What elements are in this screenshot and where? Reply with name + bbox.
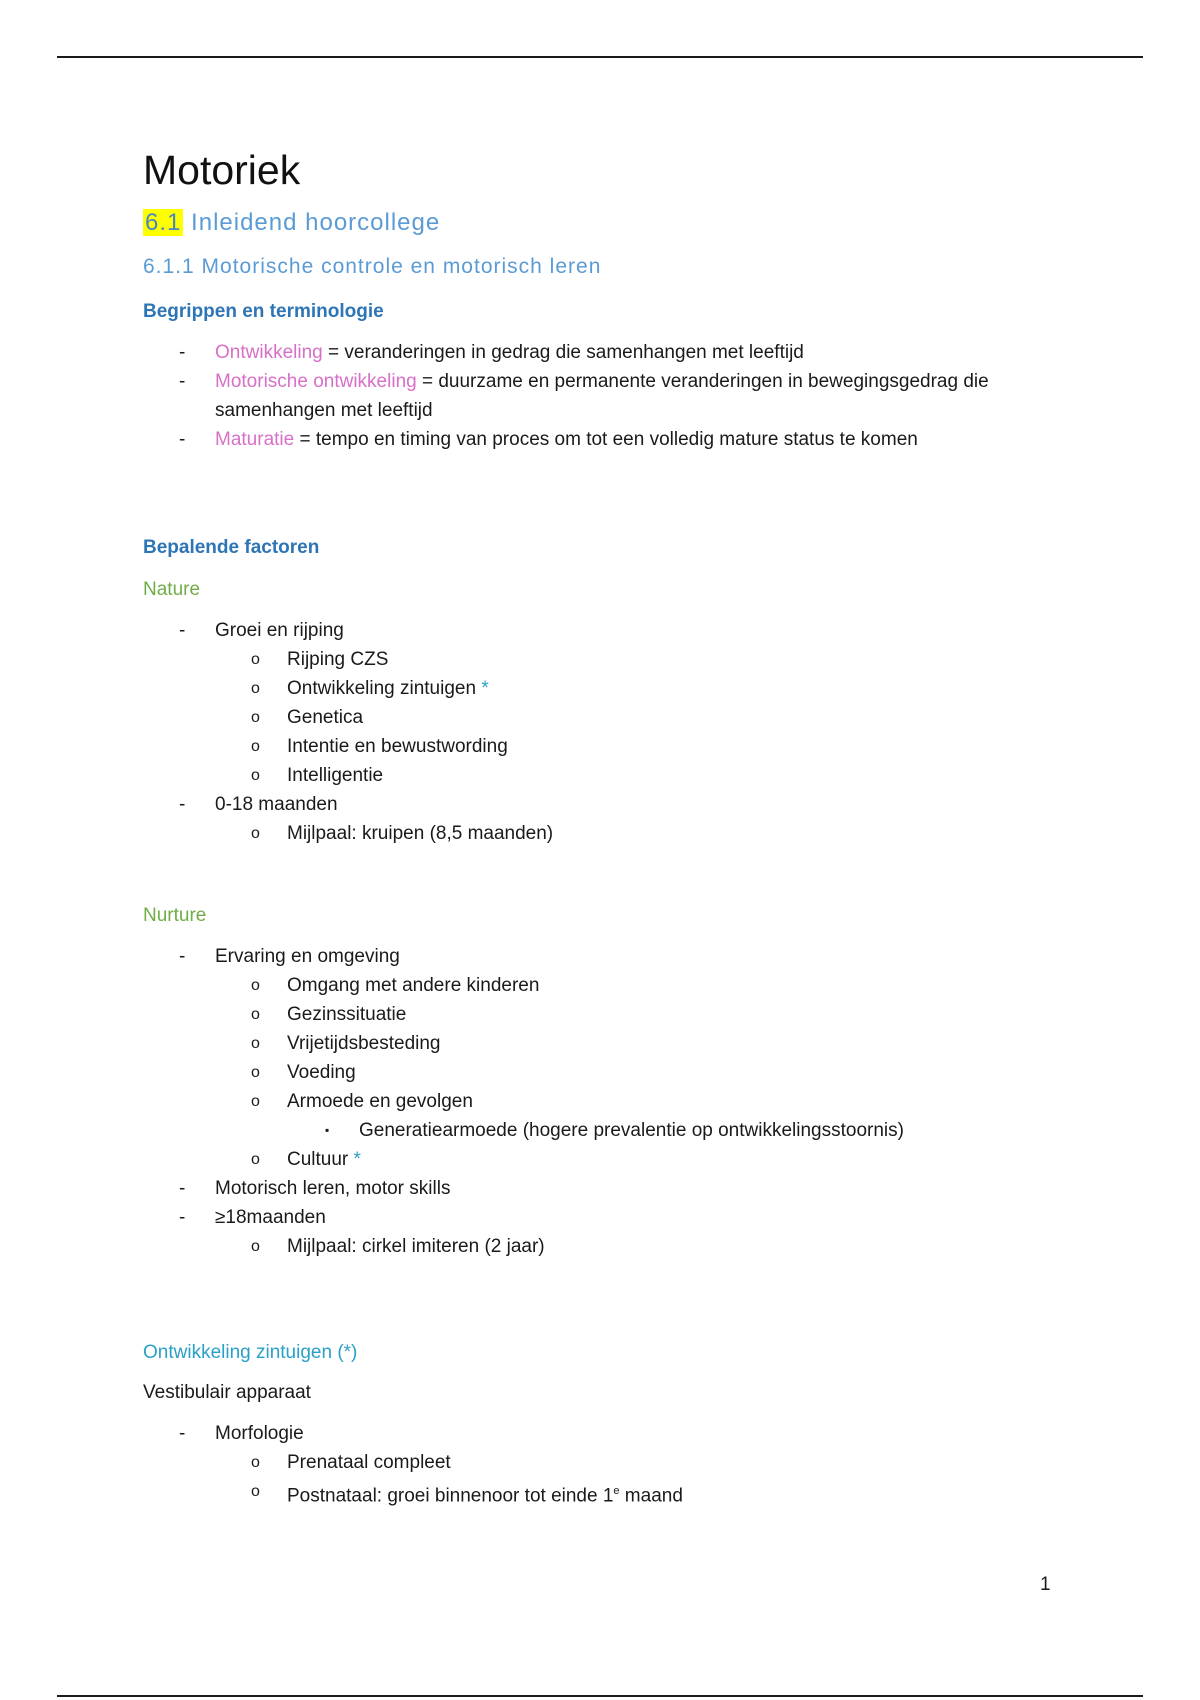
vestibulair-label: Vestibulair apparaat xyxy=(143,1382,311,1403)
list-item: o Gezinssituatie xyxy=(251,1004,407,1025)
list-item: - Ontwikkeling = veranderingen in gedrag die samenhangen met leeftijd xyxy=(179,342,804,363)
list-item: o Mijlpaal: cirkel imiteren (2 jaar) xyxy=(251,1236,545,1257)
list-item: ▪ Generatiearmoede (hogere prevalentie op ontwikkelingsstoornis) xyxy=(325,1120,904,1141)
section-title: Inleidend hoorcollege xyxy=(191,209,441,236)
asterisk-icon: * xyxy=(353,1149,361,1170)
term-label: Ontwikkeling xyxy=(215,342,323,363)
section-heading xyxy=(143,206,1093,240)
sub-sub-list xyxy=(287,1116,1093,1145)
list-item: o Postnataal: groei binnenoor tot einde 1e maand xyxy=(251,1483,683,1507)
list-item: o Vrijetijdsbesteding xyxy=(251,1033,441,1054)
nature-list xyxy=(143,616,1093,848)
sub-list xyxy=(215,1448,1093,1510)
list-item: o Armoede en gevolgen ▪ Generatiearmoede (hogere prevalentie op ontwikkelingsstoornis) xyxy=(215,1087,1093,1145)
list-item: o Voeding xyxy=(251,1062,356,1083)
subsection-heading: 6.1.1 Motorische controle en motorisch leren xyxy=(143,255,602,278)
begrippen-heading: Begrippen en terminologie xyxy=(143,301,384,322)
begrippen-list xyxy=(143,338,1093,454)
list-item: o Omgang met andere kinderen xyxy=(251,975,540,996)
list-item: - Motorisch leren, motor skills xyxy=(179,1178,451,1199)
list-item: - Maturatie = tempo en timing van proces om tot een volledig mature status te komen xyxy=(179,429,918,450)
nature-heading: Nature xyxy=(143,579,201,600)
list-item: o Ontwikkeling zintuigen * xyxy=(251,678,489,699)
asterisk-icon: * xyxy=(481,678,489,699)
page-title: Motoriek xyxy=(143,147,301,193)
term-label: Motorische ontwikkeling xyxy=(215,371,417,392)
list-item: o Mijlpaal: kruipen (8,5 maanden) xyxy=(251,823,554,844)
list-item: - Groei en rijping o Rijping CZS o Ontwikkeling zintuigen * o Genetica o Intentie en bewustwording o Intelligentie xyxy=(143,616,1093,790)
sub-list xyxy=(215,819,1093,848)
header-rule xyxy=(57,56,1143,58)
list-item: - Ervaring en omgeving o Omgang met andere kinderen o Gezinssituatie o Vrijetijdsbesteding o Voeding o Armoede en gevolgen ▪ Generatiearmoede (hogere prevalentie op ontwikkelingsstoornis) o Cultuur * xyxy=(143,942,1093,1174)
term-definition: = veranderingen in gedrag die samenhangen met leeftijd xyxy=(322,342,804,363)
term-definition: = duurzame en permanente veranderingen in bewegingsgedrag die samenhangen met leeftijd xyxy=(215,371,989,421)
nurture-list xyxy=(143,942,1093,1261)
list-item: - 0-18 maanden o Mijlpaal: kruipen (8,5 maanden) xyxy=(143,790,1093,848)
footer-rule xyxy=(57,1695,1143,1697)
sub-list xyxy=(215,645,1093,790)
sub-list xyxy=(215,1232,1093,1261)
list-item: - Morfologie o Prenataal compleet o Postnataal: groei binnenoor tot einde 1e maand xyxy=(143,1419,1093,1510)
list-item: o Cultuur * xyxy=(251,1149,361,1170)
list-item: o Genetica xyxy=(251,707,364,728)
list-item: o Rijping CZS xyxy=(251,649,389,670)
term-label: Maturatie xyxy=(215,429,295,450)
sub-list xyxy=(215,971,1093,1174)
list-item: o Prenataal compleet xyxy=(251,1452,451,1473)
zintuigen-heading: Ontwikkeling zintuigen (*) xyxy=(143,1342,358,1363)
page-number: 1 xyxy=(1040,1574,1051,1595)
nurture-heading: Nurture xyxy=(143,905,207,926)
list-item: - Motorische ontwikkeling = duurzame en permanente veranderingen in bewegingsgedrag die samenhangen met leeftijd xyxy=(179,371,989,421)
document-body xyxy=(143,140,1093,1510)
list-item: o Intelligentie xyxy=(251,765,384,786)
list-item: - ≥18maanden o Mijlpaal: cirkel imiteren (2 jaar) xyxy=(143,1203,1093,1261)
term-definition: = tempo en timing van proces om tot een volledig mature status te komen xyxy=(294,429,918,450)
section-number: 6.1 xyxy=(145,209,182,236)
zintuigen-list xyxy=(143,1419,1093,1510)
list-item: o Intentie en bewustwording xyxy=(251,736,508,757)
factoren-heading: Bepalende factoren xyxy=(143,537,320,558)
